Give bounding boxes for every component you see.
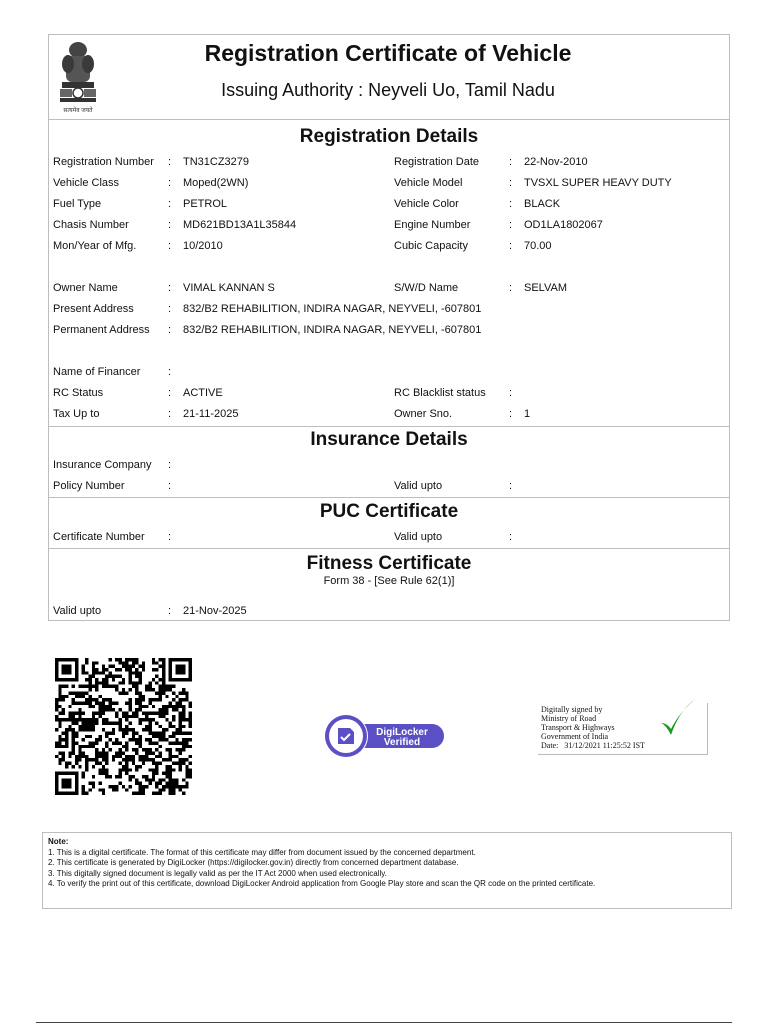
colon: : (168, 480, 172, 492)
divider (48, 497, 730, 498)
signature-date (541, 741, 707, 750)
issuing-authority: Issuing Authority : Neyveli Uo, Tamil Nadu (221, 80, 555, 100)
colon: : (168, 408, 172, 420)
note-line: 1. This is a digital certificate. The format of this certificate may differ from document issued by the concerned department. (48, 847, 476, 857)
digilocker-label: DigiLocker (376, 727, 428, 738)
colon: : (509, 282, 513, 294)
field-label: Fuel Type (53, 198, 102, 210)
field-label: Permanent Address (53, 324, 150, 336)
vehicle-color: BLACK (524, 198, 561, 210)
field-label: Tax Up to (53, 408, 100, 420)
field-label: RC Blacklist status (394, 387, 486, 399)
fitness-valid-upto: 21-Nov-2025 (183, 605, 247, 617)
registration-date: 22-Nov-2010 (524, 156, 588, 168)
footer-divider (36, 1022, 732, 1023)
chasis-number: MD621BD13A1L35844 (183, 219, 297, 231)
cubic-capacity: 70.00 (524, 240, 552, 252)
divider (48, 426, 730, 427)
field-label: Owner Name (53, 282, 118, 294)
field-label: Cubic Capacity (394, 240, 468, 252)
field-label: Engine Number (394, 219, 471, 231)
colon: : (168, 240, 172, 252)
field-label: Registration Date (394, 156, 479, 168)
colon: : (168, 324, 172, 336)
colon: : (509, 531, 513, 543)
colon: : (509, 198, 513, 210)
field-label: Name of Financer (53, 366, 141, 378)
field-label: Vehicle Class (53, 177, 120, 189)
colon: : (509, 387, 513, 399)
registration-number: TN31CZ3279 (183, 156, 250, 168)
digilocker-verified-badge (322, 712, 448, 760)
note-title: Note: (48, 837, 69, 846)
owner-sno: 1 (524, 408, 531, 420)
field-label: Vehicle Color (394, 198, 459, 210)
signature-line: Government of India (541, 732, 609, 741)
field-label: Registration Number (53, 156, 154, 168)
vehicle-class: Moped(2WN) (183, 177, 249, 189)
colon: : (168, 387, 172, 399)
vehicle-model: TVSXL SUPER HEAVY DUTY (524, 177, 672, 189)
insurance-heading: Insurance Details (310, 429, 468, 450)
field-label: S/W/D Name (394, 282, 459, 294)
digilocker-verified-label: Verified (383, 737, 421, 748)
field-label: Policy Number (53, 480, 125, 492)
colon: : (509, 480, 513, 492)
tax-up-to: 21-11-2025 (183, 408, 239, 420)
colon: : (509, 156, 513, 168)
divider (48, 119, 730, 120)
colon: : (509, 240, 513, 252)
colon: : (168, 303, 172, 315)
fuel-type: PETROL (183, 198, 228, 210)
emblem-caption: सत्यमेव जयते (63, 108, 93, 114)
field-label: Vehicle Model (394, 177, 463, 189)
check-mark-icon (657, 697, 697, 741)
page-title: Registration Certificate of Vehicle (204, 40, 572, 66)
colon: : (168, 282, 172, 294)
signature-line: Ministry of Road (541, 714, 597, 723)
signature-line: Transport & Highways (541, 723, 615, 732)
signature-date-value: 31/12/2021 11:25:52 IST (564, 741, 645, 750)
colon: : (168, 459, 172, 471)
fitness-heading: Fitness Certificate (306, 553, 472, 574)
colon: : (509, 408, 513, 420)
field-label: RC Status (53, 387, 104, 399)
divider (48, 548, 730, 549)
field-label: Insurance Company (53, 459, 152, 471)
present-address: 832/B2 REHABILITION, INDIRA NAGAR, NEYVELI, -607801 (183, 303, 482, 315)
mfg-date: 10/2010 (183, 240, 223, 252)
qr-code-icon (52, 658, 195, 795)
digital-signature-block (538, 703, 708, 755)
registration-heading: Registration Details (299, 126, 479, 147)
colon: : (168, 531, 172, 543)
field-label: Mon/Year of Mfg. (53, 240, 137, 252)
field-label: Owner Sno. (394, 408, 453, 420)
swd-name: SELVAM (524, 282, 567, 294)
field-label: Valid upto (394, 480, 443, 492)
field-label: Present Address (53, 303, 134, 315)
colon: : (168, 366, 172, 378)
signature-date-label: Date: (541, 741, 559, 750)
owner-name: VIMAL KANNAN S (183, 282, 275, 294)
field-label: Valid upto (53, 605, 102, 617)
colon: : (509, 177, 513, 189)
colon: : (168, 177, 172, 189)
colon: : (509, 219, 513, 231)
colon: : (168, 156, 172, 168)
permanent-address: 832/B2 REHABILITION, INDIRA NAGAR, NEYVELI, -607801 (183, 324, 482, 336)
note-line: 4. To verify the print out of this certificate, download DigiLocker Android application from Google Play store and scan the QR code on the printed certificate. (48, 879, 596, 889)
fitness-form: Form 38 - [See Rule 62(1)] (323, 575, 455, 587)
field-label: Chasis Number (53, 219, 129, 231)
note-line: 3. This digitally signed document is legally valid as per the IT Act 2000 when used electronically. (48, 868, 387, 878)
note-box (42, 832, 732, 909)
colon: : (168, 219, 172, 231)
field-label: Certificate Number (53, 531, 145, 543)
colon: : (168, 198, 172, 210)
note-line: 2. This certificate is generated by DigiLocker (https://digilocker.gov.in) directly from concerned department database. (48, 858, 459, 868)
signature-line: Digitally signed by (541, 705, 603, 714)
colon: : (168, 605, 172, 617)
puc-heading: PUC Certificate (319, 501, 459, 522)
rc-status: ACTIVE (183, 387, 223, 399)
field-label: Valid upto (394, 531, 443, 543)
engine-number: OD1LA1802067 (524, 219, 603, 231)
